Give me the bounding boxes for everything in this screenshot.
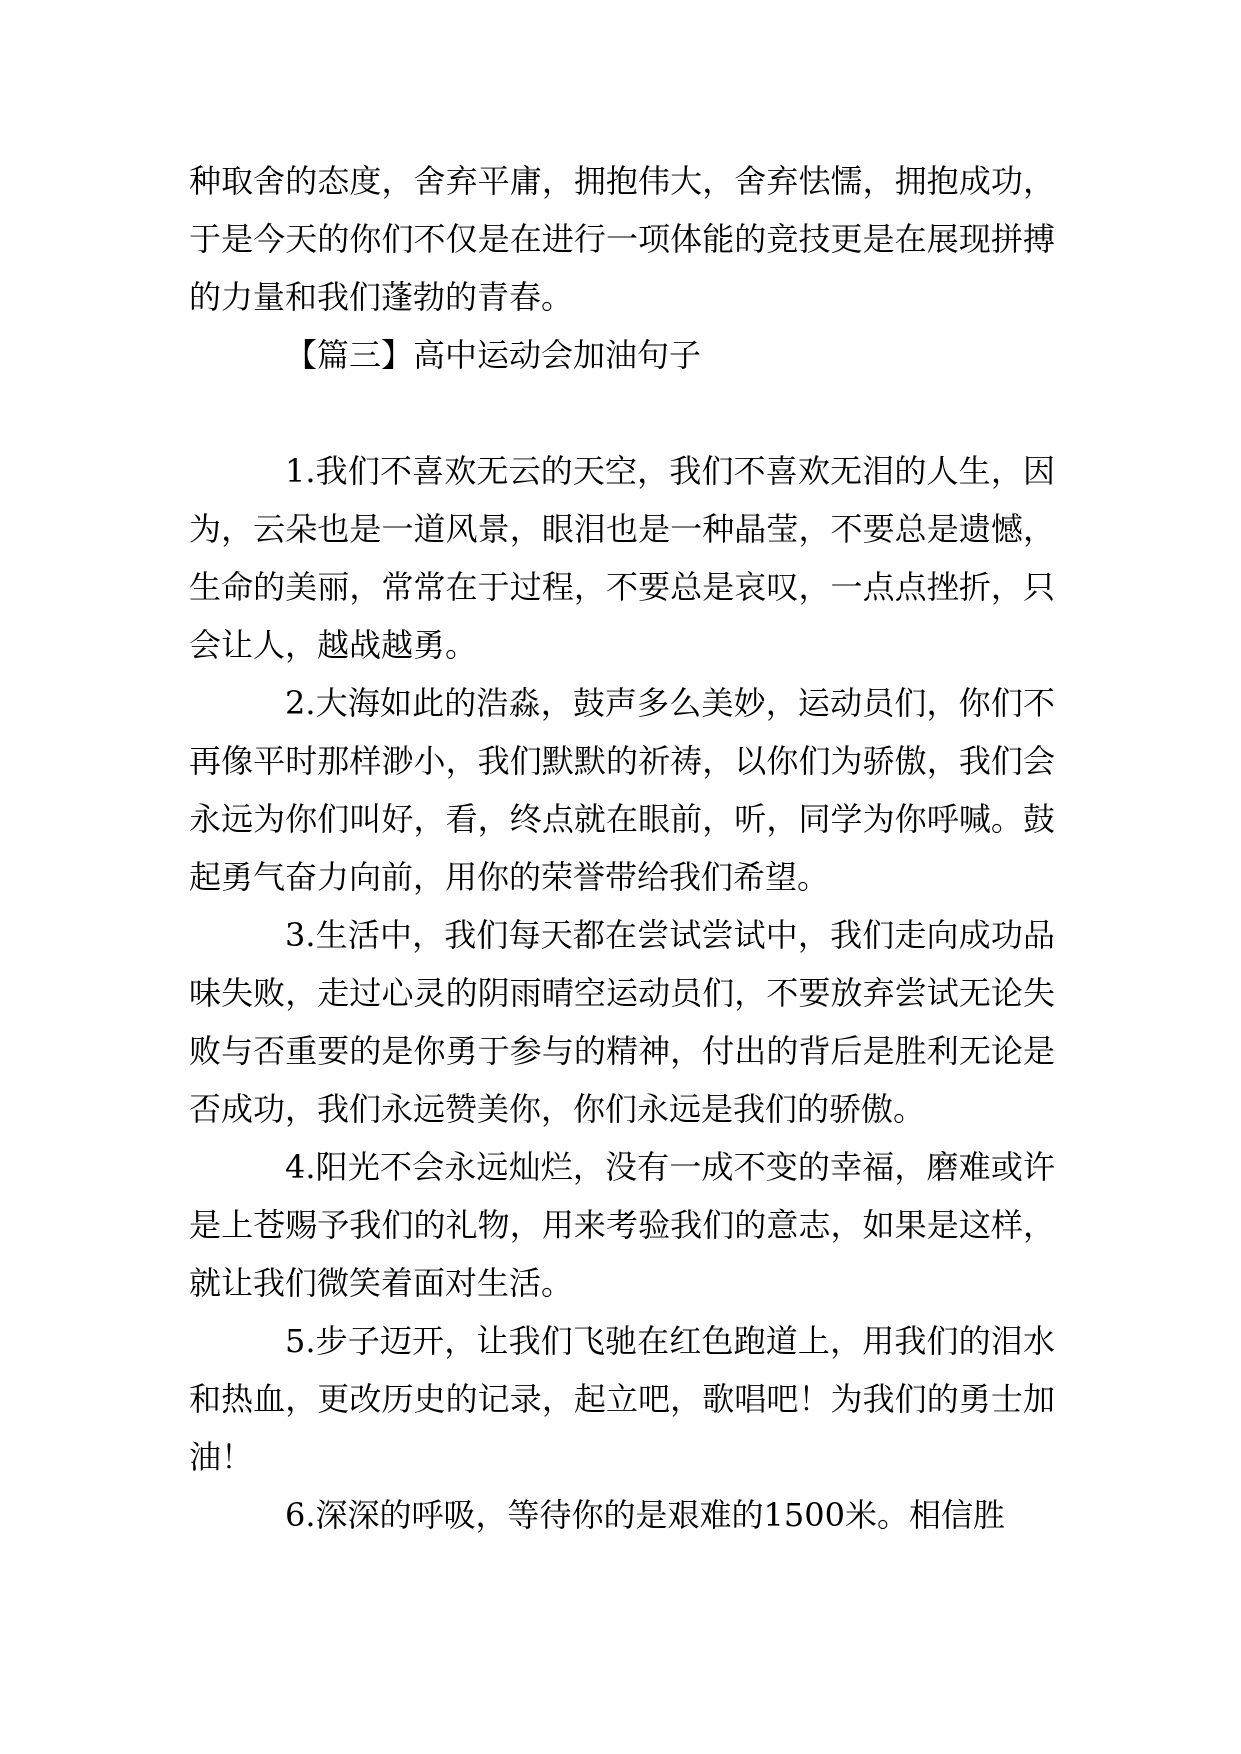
list-item-1: 1.我们不喜欢无云的天空，我们不喜欢无泪的人生，因为，云朵也是一道风景，眼泪也是一种晶莹，不要总是遗憾，生命的美丽，常常在于过程，不要总是哀叹，一点点挫折，只会让人，越战越勇。 <box>189 452 1055 664</box>
section-heading: 【篇三】高中运动会加油句子 <box>285 336 702 374</box>
list-item-3: 3.生活中，我们每天都在尝试尝试中，我们走向成功品味失败，走过心灵的阴雨晴空运动员们，不要放弃尝试无论失败与否重要的是你勇于参与的精神，付出的背后是胜利无论是否成功，我们永远赞美你，你们永远是我们的骄傲。 <box>189 916 1055 1128</box>
continuation-paragraph: 种取舍的态度，舍弃平庸，拥抱伟大，舍弃怯懦，拥抱成功，于是今天的你们不仅是在进行一项体能的竞技更是在展现拼搏的力量和我们蓬勃的青春。 <box>189 162 1055 316</box>
list-item-6: 6.深深的呼吸，等待你的是艰难的1500米。相信胜 <box>285 1496 1005 1534</box>
list-item-4: 4.阳光不会永远灿烂，没有一成不变的幸福，磨难或许是上苍赐予我们的礼物，用来考验我们的意志，如果是这样，就让我们微笑着面对生活。 <box>189 1148 1055 1302</box>
document-body <box>189 152 1055 1544</box>
list-item-5: 5.步子迈开，让我们飞驰在红色跑道上，用我们的泪水和热血，更改历史的记录，起立吧，歌唱吧！为我们的勇士加油！ <box>189 1322 1055 1476</box>
list-item-2: 2.大海如此的浩淼，鼓声多么美妙，运动员们，你们不再像平时那样渺小，我们默默的祈祷，以你们为骄傲，我们会永远为你们叫好，看，终点就在眼前，听，同学为你呼喊。鼓起勇气奋力向前，用你的荣誉带给我们希望。 <box>189 684 1055 896</box>
